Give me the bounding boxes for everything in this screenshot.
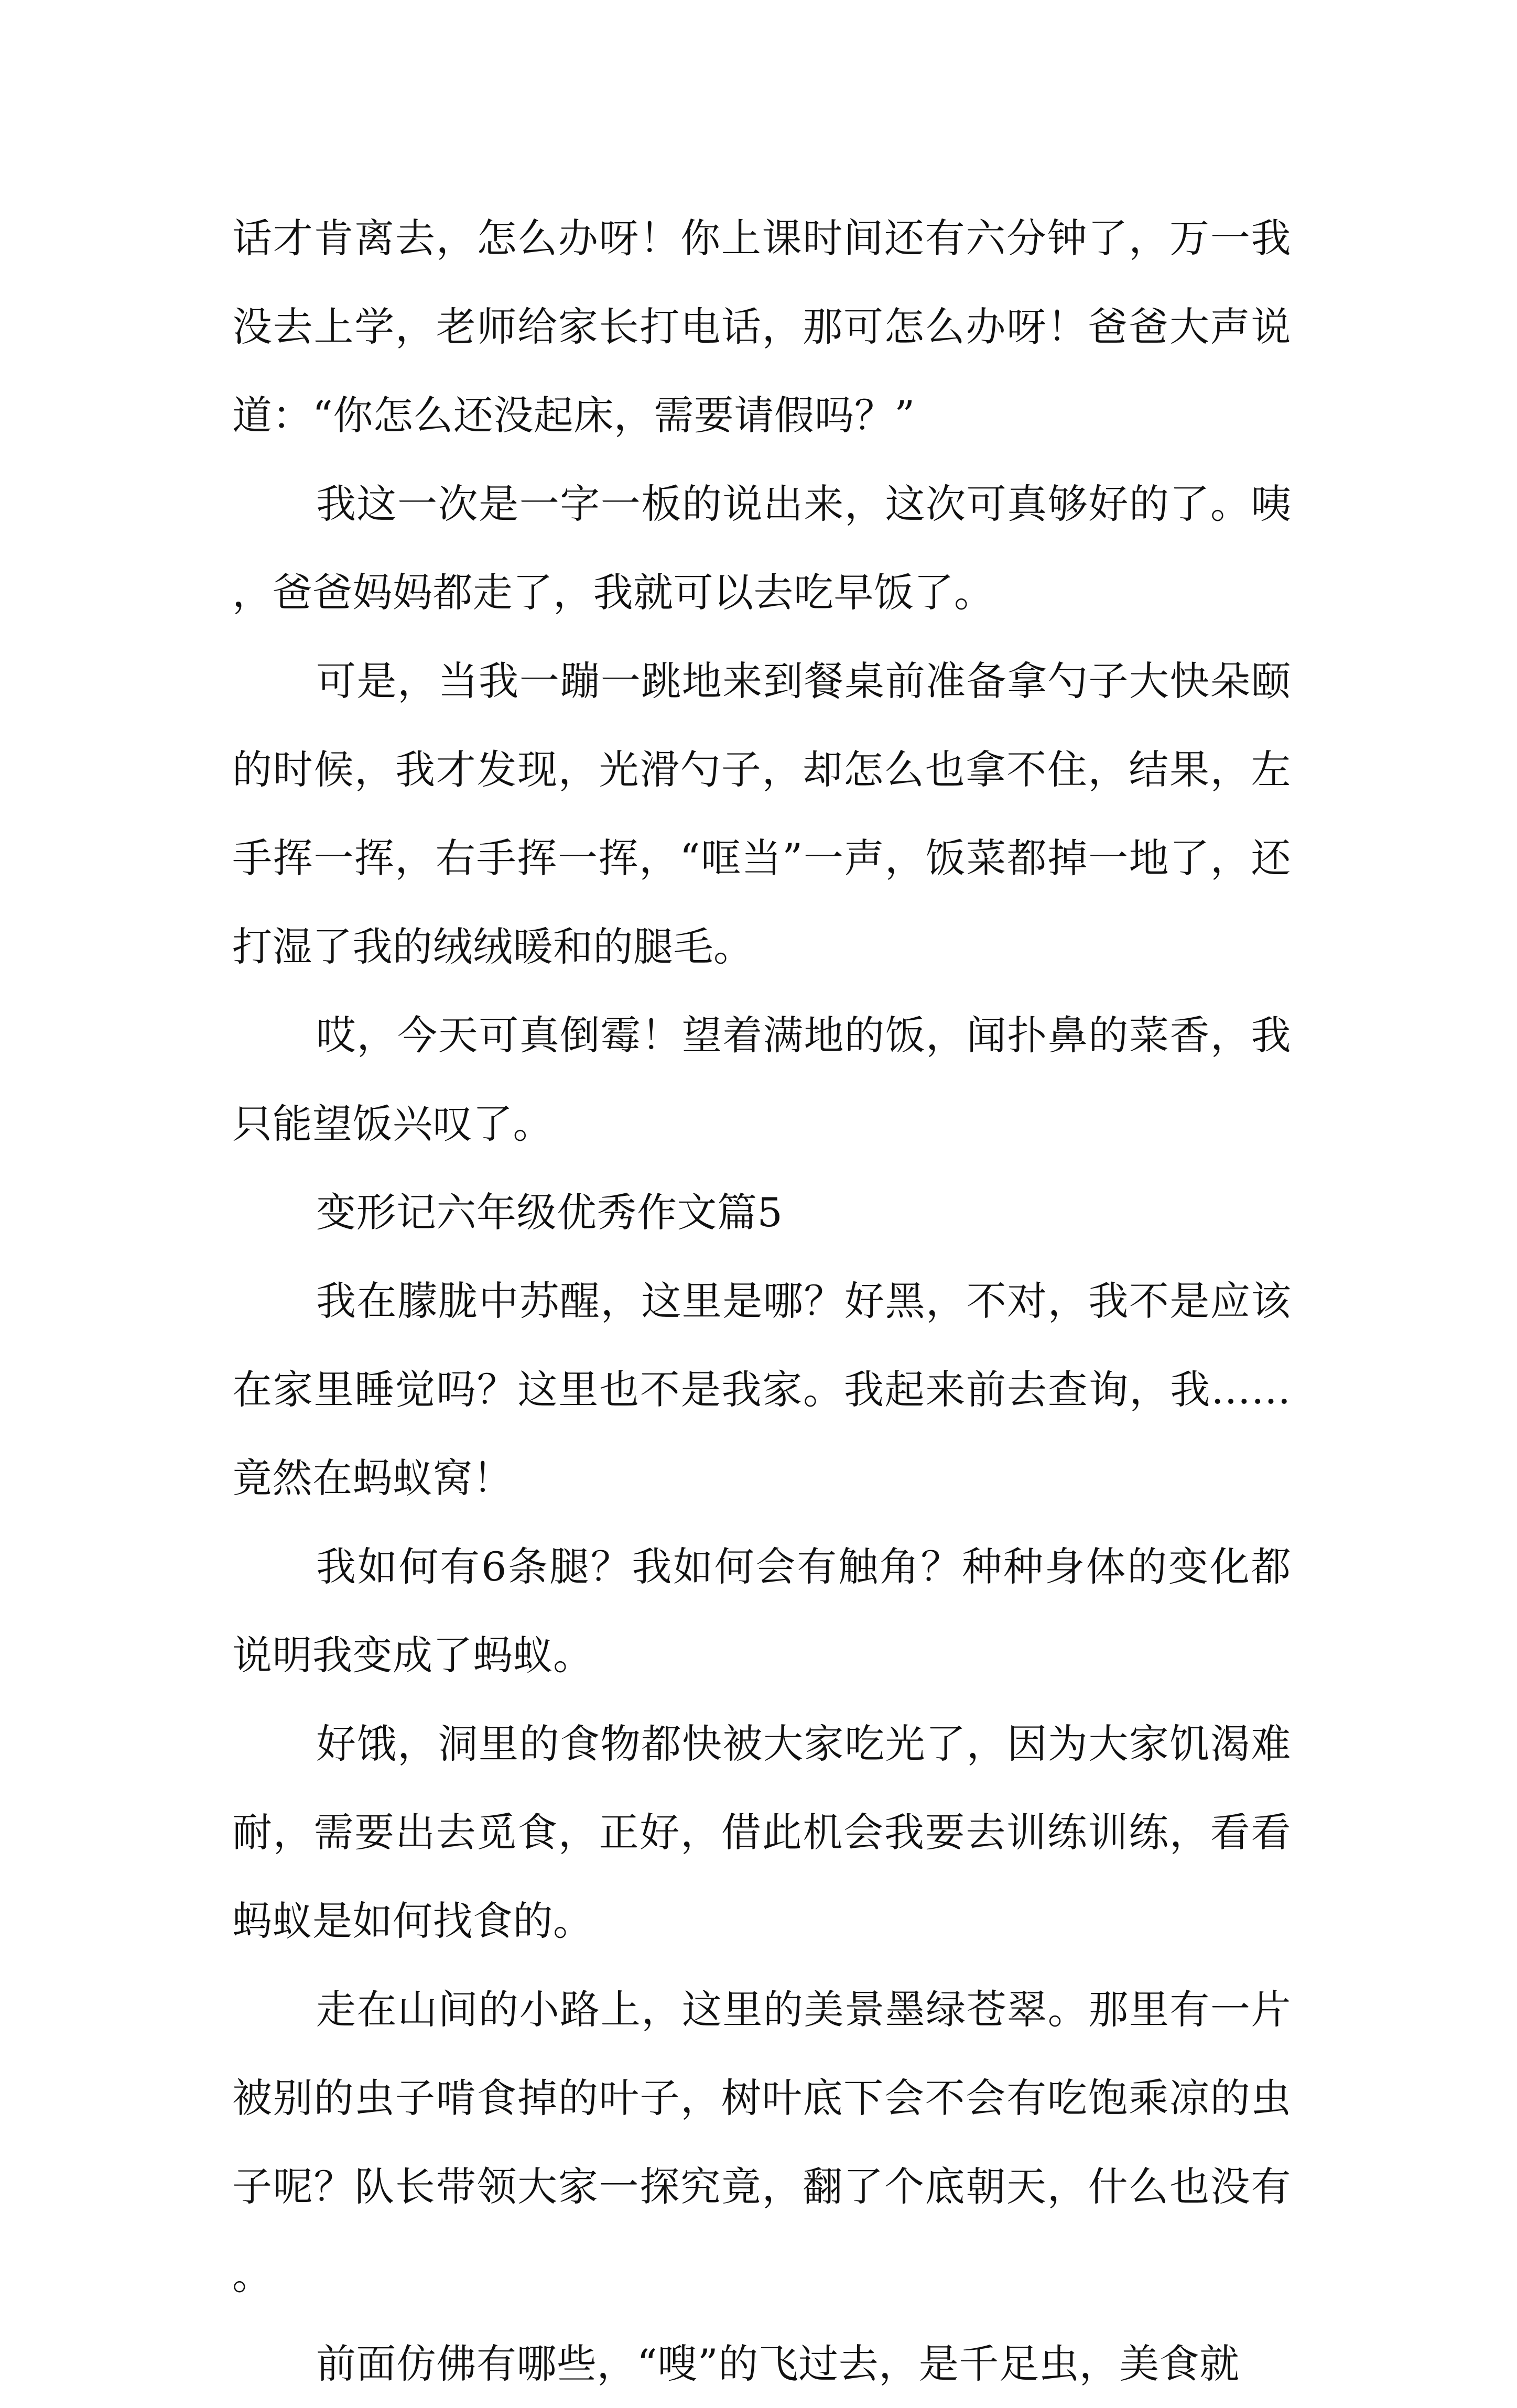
paragraph-2: 我这一次是一字一板的说出来，这次可真够好的了。咦，爸爸妈妈都走了，我就可以去吃早饭了。: [232, 481, 1291, 616]
paragraph-6: 我如何有6条腿？我如何会有触角？种种身体的变化都说明我变成了蚂蚁。: [232, 1543, 1291, 1679]
paragraph-8: 走在山间的小路上，这里的美景墨绿苍翠。那里有一片被别的虫子啃食掉的叶子，树叶底下会不会有吃饱乘凉的虫子呢？队长带领大家一探究竟，翻了个底朝天，什么也没有。: [232, 1986, 1291, 2298]
paragraph-7: 好饿，洞里的食物都快被大家吃光了，因为大家饥渴难耐，需要出去觅食，正好，借此机会我要去训练训练，看看蚂蚁是如何找食的。: [232, 1720, 1291, 1944]
paragraph-1: 话才肯离去，怎么办呀！你上课时间还有六分钟了，万一我没去上学，老师给家长打电话，那可怎么办呀！爸爸大声说道：“你怎么还没起床，需要请假吗？”: [232, 215, 1291, 439]
document-body: [232, 194, 1291, 2408]
paragraph-4: 哎，今天可真倒霉！望着满地的饭，闻扑鼻的菜香，我只能望饭兴叹了。: [232, 1012, 1291, 1147]
paragraph-9: 前面仿佛有哪些，“嗖”的飞过去，是千足虫，美食就: [316, 2340, 1240, 2387]
paragraph-5: 我在朦胧中苏醒，这里是哪？好黑，不对，我不是应该在家里睡觉吗？这里也不是我家。我起来前去查询，我……竟然在蚂蚁窝！: [232, 1278, 1291, 1501]
paragraph-3: 可是，当我一蹦一跳地来到餐桌前准备拿勺子大快朵颐的时候，我才发现，光滑勺子，却怎么也拿不住，结果，左手挥一挥，右手挥一挥，“哐当”一声，饭菜都掉一地了，还打湿了我的绒绒暖和的腿毛。: [232, 658, 1291, 970]
section-heading: 变形记六年级优秀作文篇5: [316, 1189, 783, 1236]
